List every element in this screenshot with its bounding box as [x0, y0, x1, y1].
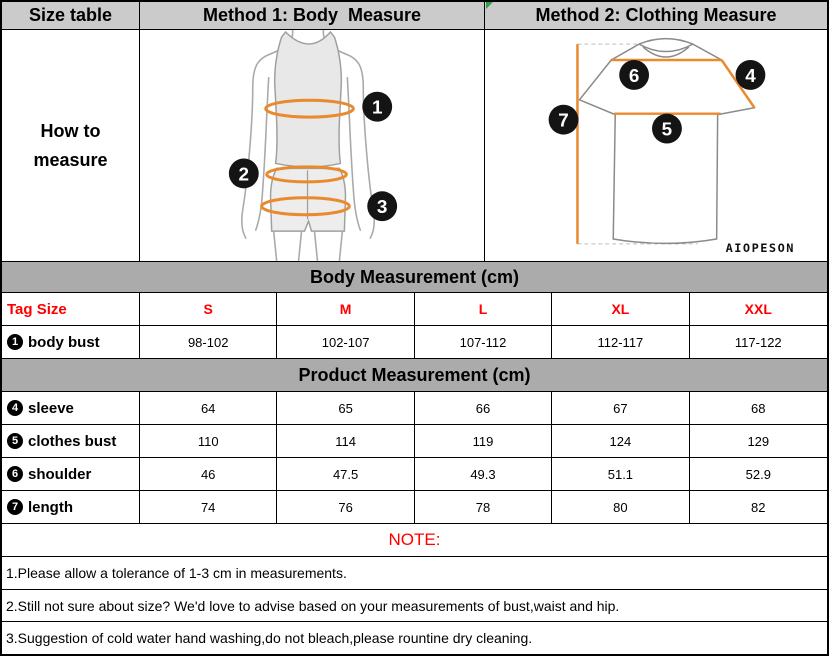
table-row-length: [2, 491, 827, 524]
product-measurement-band: [2, 359, 827, 392]
header-method2-label: Method 2: Clothing Measure: [535, 5, 777, 25]
clothes-bust-s: 110: [140, 425, 277, 457]
size-col-xxl: XXL: [744, 301, 772, 317]
circled-number-icon: 1: [7, 334, 23, 350]
size-col-s: S: [140, 293, 277, 325]
body-bust-m: 102-107: [277, 326, 414, 358]
tag-size-label: Tag Size: [2, 293, 140, 325]
header-method2: [485, 2, 827, 29]
clothes-bust-xxl: 129: [747, 433, 770, 449]
sleeve-xxl: 68: [751, 400, 766, 416]
product-measurement-title: Product Measurement (cm): [298, 364, 531, 385]
shoulder-label: 6 shoulder: [2, 458, 140, 490]
marker-1-number: 1: [371, 97, 383, 119]
length-xxl: 82: [751, 499, 766, 515]
circled-number-icon: 7: [7, 499, 23, 515]
body-measurement-band: [2, 262, 827, 293]
shoulder-m: 47.5: [277, 458, 414, 490]
size-header-row: [2, 293, 827, 326]
marker-6-number: 6: [628, 65, 640, 87]
length-m: 76: [277, 491, 414, 523]
length-label: 7 length: [2, 491, 140, 523]
body-bust-xl: 112-117: [552, 326, 689, 358]
sleeve-l: 66: [415, 392, 552, 424]
table-row-body-bust: [2, 326, 827, 359]
header-method1-label: Method 1: Body Measure: [202, 5, 422, 25]
body-measure-illustration: [140, 30, 485, 261]
brand-text: AIOPESON: [725, 240, 795, 255]
table-row-shoulder: [2, 458, 827, 491]
sleeve-xl: 67: [552, 392, 689, 424]
note-title: NOTE:: [388, 530, 441, 549]
marker-2-number: 2: [238, 164, 250, 186]
circled-number-icon: 5: [7, 433, 23, 449]
shoulder-xl: 51.1: [552, 458, 689, 490]
sleeve-s: 64: [140, 392, 277, 424]
shoulder-s: 46: [140, 458, 277, 490]
clothes-bust-l: 119: [415, 425, 552, 457]
note-line-3: 3.Suggestion of cold water hand washing,do not bleach,please rountine dry cleaning.: [6, 630, 533, 646]
how-to-measure-line1: How to: [40, 120, 101, 141]
clothes-bust-label: 5 clothes bust: [2, 425, 140, 457]
length-xl: 80: [552, 491, 689, 523]
body-bust-l: 107-112: [415, 326, 552, 358]
size-col-xl: XL: [552, 293, 689, 325]
note-title-row: [2, 524, 827, 557]
how-to-measure-line2: measure: [33, 149, 108, 170]
body-bust-s: 98-102: [140, 326, 277, 358]
circled-number-icon: 6: [7, 466, 23, 482]
cell-flag-icon: [486, 2, 493, 9]
clothing-measure-illustration: [485, 30, 827, 261]
body-bust-xxl: 117-122: [734, 334, 782, 350]
clothes-bust-xl: 124: [552, 425, 689, 457]
sleeve-m: 65: [277, 392, 414, 424]
note-line-1: 1.Please allow a tolerance of 1-3 cm in measurements.: [2, 557, 827, 590]
size-col-l: L: [415, 293, 552, 325]
marker-7-number: 7: [558, 110, 569, 132]
how-to-measure-label: [2, 30, 140, 261]
shoulder-xxl: 52.9: [745, 466, 771, 482]
header-size-table-label: Size table: [28, 5, 113, 25]
body-bust-label: 1 body bust: [2, 326, 140, 358]
tshirt-drawing: [485, 30, 827, 261]
marker-5-number: 5: [661, 119, 673, 141]
header-size-table: [2, 2, 140, 29]
marker-3-number: 3: [376, 197, 388, 219]
clothes-bust-m: 114: [277, 425, 414, 457]
table-row-sleeve: [2, 392, 827, 425]
length-l: 78: [415, 491, 552, 523]
table-row-clothes-bust: [2, 425, 827, 458]
tshirt-shape: [579, 44, 754, 243]
note-line-2: 2.Still not sure about size? We'd love to advise based on your measurements of bust,waist and hip.: [2, 590, 827, 622]
body-figure-drawing: [140, 30, 484, 261]
illustration-row: [2, 30, 827, 262]
size-col-m: M: [277, 293, 414, 325]
shoulder-l: 49.3: [415, 458, 552, 490]
length-s: 74: [140, 491, 277, 523]
header-row: [2, 2, 827, 30]
marker-4-number: 4: [745, 65, 756, 87]
body-measurement-title: Body Measurement (cm): [309, 266, 520, 287]
header-method1: [140, 2, 485, 29]
sleeve-label: 4 sleeve: [2, 392, 140, 424]
circled-number-icon: 4: [7, 400, 23, 416]
